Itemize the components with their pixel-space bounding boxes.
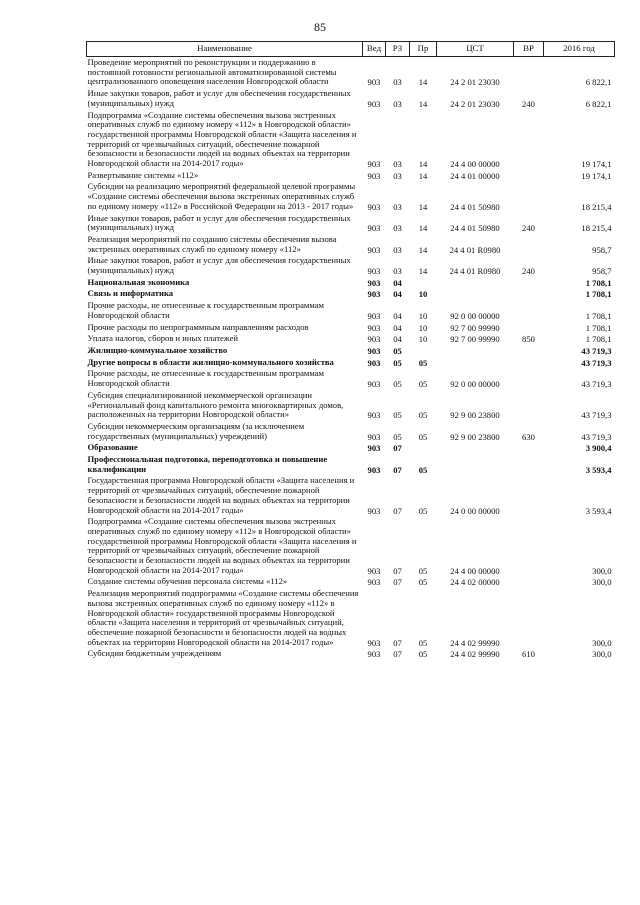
cell-vr bbox=[514, 357, 544, 369]
cell-amount: 43 719,3 bbox=[581, 431, 612, 442]
table-row bbox=[87, 442, 615, 454]
table-row bbox=[87, 345, 615, 357]
cell-name: Национальная экономика bbox=[87, 276, 190, 287]
cell-name: Субсидия специализированной некоммерческой организации «Региональный фонд капитального ремонта многоквартирных домов, расположенных на территории Новгородской области» bbox=[87, 389, 344, 420]
cell-pr: 14 bbox=[418, 244, 428, 255]
cell-pr bbox=[410, 345, 437, 357]
header-name: Наименование bbox=[87, 42, 363, 57]
cell-name: Образование bbox=[87, 442, 138, 453]
cell-amount: 958,7 bbox=[592, 244, 612, 255]
cell-cst: 24 4 01 50980 bbox=[450, 201, 500, 212]
cell-name: Развертывание системы «112» bbox=[87, 169, 199, 180]
cell-amount: 300,0 bbox=[592, 637, 612, 648]
cell-pr: 14 bbox=[418, 77, 428, 88]
cell-vr bbox=[514, 390, 544, 421]
table-row bbox=[87, 277, 615, 289]
cell-vr bbox=[514, 454, 544, 475]
cell-amount: 958,7 bbox=[592, 266, 612, 277]
cell-ved: 903 bbox=[367, 310, 381, 321]
cell-name: Жилищно-коммунальное хозяйство bbox=[87, 344, 228, 355]
cell-rz: 07 bbox=[393, 577, 402, 588]
table-row bbox=[87, 234, 615, 255]
cell-ved: 903 bbox=[367, 345, 381, 356]
cell-amount: 43 719,3 bbox=[581, 410, 612, 421]
cell-amount: 18 215,4 bbox=[581, 201, 612, 212]
table-row bbox=[87, 88, 615, 109]
table-row bbox=[87, 421, 615, 442]
cell-vr bbox=[514, 368, 544, 389]
cell-pr: 14 bbox=[418, 223, 428, 234]
cell-pr: 05 bbox=[418, 410, 428, 421]
cell-pr: 05 bbox=[418, 649, 428, 660]
cell-pr: 10 bbox=[418, 310, 428, 321]
cell-rz: 07 bbox=[393, 565, 402, 576]
cell-name: Профессиональная подготовка, переподготовка и повышение квалификации bbox=[87, 454, 328, 474]
cell-vr bbox=[514, 288, 544, 300]
cell-pr: 10 bbox=[418, 289, 428, 300]
cell-rz: 05 bbox=[393, 345, 402, 356]
cell-vr: 610 bbox=[522, 649, 535, 660]
cell-amount: 43 719,3 bbox=[581, 379, 612, 390]
cell-amount: 300,0 bbox=[592, 649, 612, 660]
cell-pr: 14 bbox=[418, 266, 428, 277]
budget-table bbox=[86, 41, 615, 660]
cell-rz: 04 bbox=[393, 310, 402, 321]
table-row bbox=[87, 454, 615, 475]
table-row bbox=[87, 255, 615, 276]
cell-vr: 240 bbox=[522, 266, 535, 277]
table-row bbox=[87, 181, 615, 212]
cell-vr: 630 bbox=[522, 431, 535, 442]
cell-name: Иные закупки товаров, работ и услуг для обеспечения государственных (муниципальных) нужд bbox=[87, 255, 351, 276]
cell-rz: 05 bbox=[393, 431, 402, 442]
cell-ved: 903 bbox=[367, 201, 381, 212]
cell-amount: 18 215,4 bbox=[581, 223, 612, 234]
cell-amount: 3 900,4 bbox=[585, 443, 612, 454]
cell-ved: 903 bbox=[367, 77, 381, 88]
table-row bbox=[87, 390, 615, 421]
cell-rz: 03 bbox=[393, 159, 402, 170]
cell-pr: 05 bbox=[418, 505, 428, 516]
table-row bbox=[87, 357, 615, 369]
cell-pr bbox=[410, 442, 437, 454]
cell-ved: 903 bbox=[367, 443, 381, 454]
header-rz: РЗ bbox=[386, 42, 410, 57]
cell-pr: 14 bbox=[418, 98, 428, 109]
cell-ved: 903 bbox=[367, 577, 381, 588]
cell-name: Прочие расходы по непрограммным направлениям расходов bbox=[87, 321, 309, 332]
cell-ved: 903 bbox=[367, 170, 381, 181]
cell-rz: 03 bbox=[393, 201, 402, 212]
cell-vr bbox=[514, 300, 544, 321]
cell-amount: 43 719,3 bbox=[581, 357, 612, 368]
cell-cst: 24 4 01 50980 bbox=[450, 223, 500, 234]
cell-vr bbox=[514, 345, 544, 357]
cell-name: Субсидии бюджетным учреждениям bbox=[87, 648, 222, 659]
cell-cst: 24 4 00 00000 bbox=[450, 565, 500, 576]
cell-pr: 05 bbox=[418, 637, 428, 648]
cell-amount: 1 708,1 bbox=[585, 322, 612, 333]
table-row bbox=[87, 300, 615, 321]
table-row bbox=[87, 213, 615, 234]
cell-amount: 3 593,4 bbox=[585, 505, 612, 516]
cell-ved: 903 bbox=[367, 649, 381, 660]
cell-rz: 07 bbox=[393, 637, 402, 648]
table-row bbox=[87, 368, 615, 389]
cell-cst: 92 9 00 23800 bbox=[450, 410, 500, 421]
cell-amount: 1 708,1 bbox=[585, 334, 612, 345]
cell-cst bbox=[437, 442, 514, 454]
cell-amount: 300,0 bbox=[592, 565, 612, 576]
cell-rz: 04 bbox=[393, 277, 402, 288]
page-number: 85 bbox=[314, 20, 326, 34]
cell-vr: 240 bbox=[522, 223, 535, 234]
cell-rz: 05 bbox=[393, 357, 402, 368]
cell-amount: 6 822,1 bbox=[585, 98, 612, 109]
cell-name: Иные закупки товаров, работ и услуг для обеспечения государственных (муниципальных) нужд bbox=[87, 88, 351, 108]
cell-amount: 1 708,1 bbox=[585, 277, 612, 288]
cell-amount: 19 174,1 bbox=[581, 159, 612, 170]
table-header-row bbox=[87, 42, 615, 57]
cell-ved: 903 bbox=[367, 223, 381, 234]
cell-vr bbox=[514, 442, 544, 454]
cell-rz: 07 bbox=[393, 649, 402, 660]
header-year: 2016 год bbox=[544, 42, 615, 57]
cell-amount: 43 719,3 bbox=[581, 345, 612, 356]
cell-vr bbox=[514, 322, 544, 334]
cell-name: Государственная программа Новгородской области «Защита населения и территорий от чрезвычайных ситуаций, обеспечение пожарной безопасности и безопасности людей на водных объектах на территории Новгородской области на 2014-2017 годы» bbox=[87, 475, 355, 515]
cell-rz: 04 bbox=[393, 322, 402, 333]
header-pr: Пр bbox=[410, 42, 437, 57]
cell-vr bbox=[514, 110, 544, 170]
cell-ved: 903 bbox=[367, 244, 381, 255]
cell-vr bbox=[514, 234, 544, 255]
cell-cst bbox=[437, 357, 514, 369]
cell-amount: 19 174,1 bbox=[581, 170, 612, 181]
table-row bbox=[87, 475, 615, 516]
cell-pr: 14 bbox=[418, 201, 428, 212]
cell-cst: 24 4 00 00000 bbox=[450, 159, 500, 170]
cell-ved: 903 bbox=[367, 431, 381, 442]
cell-ved: 903 bbox=[367, 637, 381, 648]
cell-cst: 24 4 01 00000 bbox=[450, 170, 500, 181]
cell-name: Субсидии на реализацию мероприятий федеральной целевой программы «Создание системы обеспечения вызова экстренных оперативных служб по единому номеру «112» в Российской Федерации на 2013 - 2017 годы» bbox=[87, 181, 356, 211]
table-row bbox=[87, 576, 615, 588]
cell-name: Подпрограмма «Создание системы обеспечения вызова экстренных оперативных служб по единому номеру «112» в Новгородской области» государственной программы Новгородской области «Защита населения и территорий от чрезвычайных ситуаций, обеспечение пожарной безопасности и безопасности людей на водных объектах на территории Новгородской области на 2014-2017 годы» bbox=[87, 109, 357, 169]
cell-ved: 903 bbox=[367, 98, 381, 109]
cell-name: Реализация мероприятий подпрограммы «Создание системы обеспечения вызова экстренных оперативных служб по единому номеру «112» в Новгородской области» государственной программы Новгородской области «Защита населения и территорий от чрезвычайных ситуаций, обеспечение пожарной безопасности и безопасности людей на водных объектах на территории Новгородской области на 2014-2017 годы» bbox=[87, 588, 359, 647]
cell-cst bbox=[437, 345, 514, 357]
cell-rz: 03 bbox=[393, 77, 402, 88]
cell-ved: 903 bbox=[367, 379, 381, 390]
cell-vr: 850 bbox=[522, 334, 535, 345]
cell-vr bbox=[514, 516, 544, 576]
cell-cst: 24 4 02 99990 bbox=[450, 649, 500, 660]
cell-amount: 300,0 bbox=[592, 577, 612, 588]
cell-pr: 05 bbox=[418, 379, 428, 390]
table-row bbox=[87, 170, 615, 182]
cell-ved: 903 bbox=[367, 289, 381, 300]
cell-rz: 03 bbox=[393, 244, 402, 255]
cell-cst: 24 4 02 99990 bbox=[450, 637, 500, 648]
cell-cst: 24 0 00 00000 bbox=[450, 505, 500, 516]
cell-pr: 14 bbox=[418, 170, 428, 181]
header-cst: ЦСТ bbox=[437, 42, 514, 57]
cell-vr bbox=[514, 277, 544, 289]
cell-cst: 24 4 01 R0980 bbox=[449, 266, 501, 277]
table-row bbox=[87, 648, 615, 660]
cell-amount: 1 708,1 bbox=[585, 289, 612, 300]
table-row bbox=[87, 322, 615, 334]
cell-ved: 903 bbox=[367, 277, 381, 288]
table-row bbox=[87, 110, 615, 170]
cell-vr bbox=[514, 181, 544, 212]
cell-cst: 24 4 01 R0980 bbox=[449, 244, 501, 255]
cell-cst: 92 0 00 00000 bbox=[450, 379, 500, 390]
cell-name: Подпрограмма «Создание системы обеспечения вызова экстренных оперативных служб по единому номеру «112» в Новгородской области» государственной программы Новгородской области «Защита населения и территорий от чрезвычайных ситуаций, обеспечение пожарной безопасности и безопасности людей на водных объектах на территории Новгородской области на 2014-2017 годы» bbox=[87, 516, 357, 575]
cell-name: Реализация мероприятий по созданию системы обеспечения вызова экстренных оперативных служб по единому номеру «112» bbox=[87, 233, 337, 254]
cell-name: Субсидии некоммерческим организациям (за исключением государственных (муниципальных) учреждений) bbox=[87, 420, 305, 441]
table-row bbox=[87, 588, 615, 648]
cell-rz: 04 bbox=[393, 289, 402, 300]
cell-ved: 903 bbox=[367, 410, 381, 421]
cell-pr: 10 bbox=[418, 334, 428, 345]
cell-cst: 92 0 00 00000 bbox=[450, 310, 500, 321]
cell-cst: 92 7 00 99990 bbox=[450, 322, 500, 333]
cell-name: Другие вопросы в области жилищно-коммунального хозяйства bbox=[87, 356, 334, 367]
cell-rz: 04 bbox=[393, 334, 402, 345]
cell-rz: 03 bbox=[393, 170, 402, 181]
cell-ved: 903 bbox=[367, 464, 381, 475]
cell-pr: 05 bbox=[418, 357, 428, 368]
cell-rz: 03 bbox=[393, 98, 402, 109]
cell-pr: 05 bbox=[418, 565, 428, 576]
cell-pr: 05 bbox=[418, 577, 428, 588]
cell-vr bbox=[514, 170, 544, 182]
cell-ved: 903 bbox=[367, 565, 381, 576]
cell-pr bbox=[410, 277, 437, 289]
cell-name: Иные закупки товаров, работ и услуг для обеспечения государственных (муниципальных) нужд bbox=[87, 212, 351, 233]
cell-amount: 1 708,1 bbox=[585, 310, 612, 321]
cell-rz: 07 bbox=[393, 464, 402, 475]
cell-rz: 07 bbox=[393, 443, 402, 454]
cell-cst bbox=[437, 454, 514, 475]
table-row bbox=[87, 288, 615, 300]
table-row bbox=[87, 57, 615, 89]
table-row bbox=[87, 333, 615, 345]
cell-vr: 240 bbox=[522, 98, 535, 109]
cell-rz: 05 bbox=[393, 379, 402, 390]
cell-cst: 24 4 02 00000 bbox=[450, 577, 500, 588]
cell-name: Связь и информатика bbox=[87, 288, 174, 299]
cell-cst: 24 2 01 23030 bbox=[450, 77, 500, 88]
cell-amount: 6 822,1 bbox=[585, 77, 612, 88]
cell-rz: 07 bbox=[393, 505, 402, 516]
cell-ved: 903 bbox=[367, 334, 381, 345]
cell-ved: 903 bbox=[367, 266, 381, 277]
cell-vr bbox=[514, 57, 544, 89]
cell-cst bbox=[437, 277, 514, 289]
cell-name: Проведение мероприятий по реконструкции и поддержанию в постоянной готовности региональной автоматизированной системы централизованного оповещения населения Новгородской области bbox=[87, 57, 337, 87]
cell-pr: 14 bbox=[418, 159, 428, 170]
cell-ved: 903 bbox=[367, 322, 381, 333]
cell-name: Уплата налогов, сборов и иных платежей bbox=[87, 333, 239, 344]
header-ved: Вед bbox=[363, 42, 386, 57]
cell-pr: 05 bbox=[418, 464, 428, 475]
cell-pr: 05 bbox=[418, 431, 428, 442]
cell-rz: 05 bbox=[393, 410, 402, 421]
cell-ved: 903 bbox=[367, 357, 381, 368]
cell-vr bbox=[514, 576, 544, 588]
cell-name: Создание системы обучения персонала системы «112» bbox=[87, 576, 288, 587]
cell-cst: 92 7 00 99990 bbox=[450, 334, 500, 345]
cell-name: Прочие расходы, не отнесенные к государственным программам Новгородской области bbox=[87, 368, 324, 389]
table-body bbox=[87, 57, 615, 661]
cell-rz: 03 bbox=[393, 266, 402, 277]
cell-vr bbox=[514, 475, 544, 516]
cell-vr bbox=[514, 588, 544, 648]
cell-ved: 903 bbox=[367, 159, 381, 170]
cell-rz: 03 bbox=[393, 223, 402, 234]
table-row bbox=[87, 516, 615, 576]
cell-cst bbox=[437, 288, 514, 300]
cell-cst: 24 2 01 23030 bbox=[450, 98, 500, 109]
header-vr: ВР bbox=[514, 42, 544, 57]
cell-amount: 3 593,4 bbox=[585, 464, 612, 475]
cell-pr: 10 bbox=[418, 322, 428, 333]
cell-cst: 92 9 00 23800 bbox=[450, 431, 500, 442]
cell-ved: 903 bbox=[367, 505, 381, 516]
cell-name: Прочие расходы, не отнесенные к государственным программам Новгородской области bbox=[87, 300, 324, 320]
